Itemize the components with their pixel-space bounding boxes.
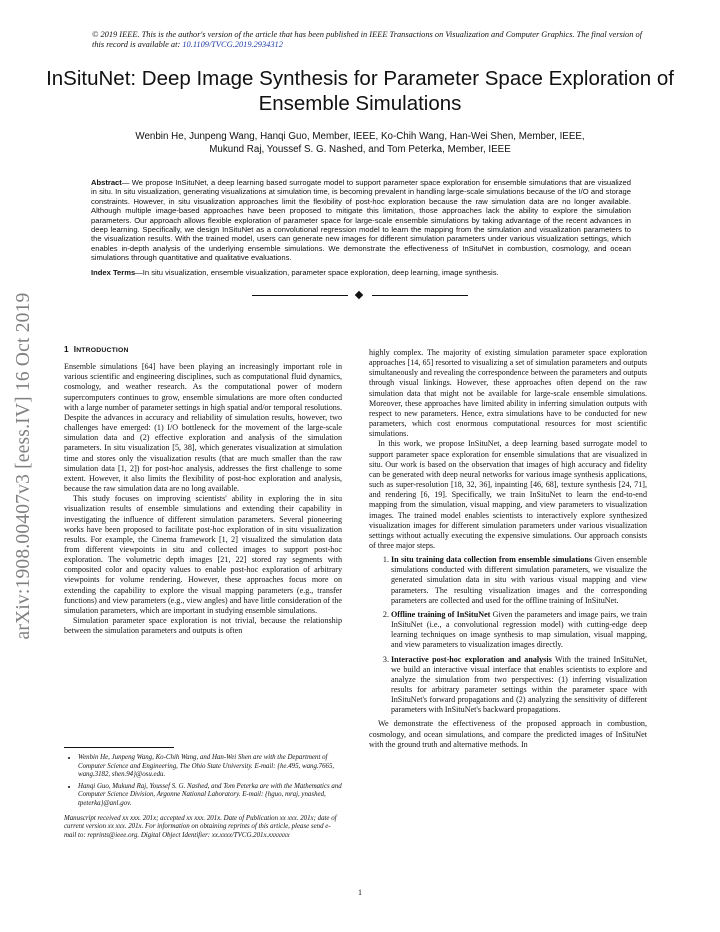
step-list [369,555,647,715]
paragraph-1: Ensemble simulations [64] have been playing an increasingly important role in various scientific and engineering disciplines, such as computational fluid dynamics, cosmology, and weather research. As the computational power of modern supercomputers continues to grow, ensemble simulations are more often conducted with a large number of parameter settings in high spatial and/or temporal resolutions. Despite the advances in accuracy and reliability of simulation results, however, two challenges have emerged: (1) I/O bottleneck for the movement of the large-scale simulation data and (2) effective exploration and analysis of the simulation parameters. In situ visualization [5, 38], which generates visualization at simulation time and stores only the visualization results (that are much smaller than the raw simulation data [1, 2]) for post-hoc analysis, addresses the first challenge to some extent. However, it also limits the flexibility of post-hoc exploration and analysis, because the raw simulation data are no long available. [64,362,342,494]
diamond-icon [355,291,363,299]
step-text: Given ensemble simulations conducted with different simulation parameters, we visualize the generated simulation data in situ with various visual mapping and view parameters. The resulting visualization images and the corresponding parameters are collected and used for the offline training of InSituNet. [391,555,647,605]
paragraph-5: In this work, we propose InSituNet, a deep learning based surrogate model to support parameter space exploration for ensemble simulations that are visualized in situ. Our work is based on the observation that images of high accuracy and fidelity can be generated with deep neural networks for various image synthesis applications, such as super-resolution [18, 32, 36], inpainting [46, 68], texture synthesis [24, 71], and rendering [6, 19]. Specifically, we train InSituNet to learn the end-to-end mapping from the simulation, visual mapping, and view parameters to visualization images. The trained model enables scientists to interactively explore synthesized visualization images for different simulation parameters under various visualization settings without actually executing the expensive simulations. Our approach consists of three major steps. [369,439,647,550]
arxiv-identifier: arXiv:1908.00407v3 [eess.IV] 16 Oct 2019 [13,292,34,640]
page-number: 1 [358,888,362,897]
paragraph-3: Simulation parameter space exploration is not trivial, because the relationship between the simulation parameters and outputs is often [64,616,342,636]
separator-line-right [372,295,468,296]
list-item [391,655,647,716]
section-title-initial: I [73,345,77,354]
section-title-rest: NTRODUCTION [76,347,129,354]
index-terms-label: Index Terms [91,268,136,277]
affiliation-list [64,754,342,809]
abstract-label: Abstract [91,178,122,187]
list-item: • Hanqi Guo, Mukund Raj, Youssef S. G. Nashed, and Tom Peterka are with the Mathematics and Computer Science Division, Argonne National Laboratory. E-mail: {hguo, mraj, ynashed, tpeterka}@anl.gov. [78,783,342,809]
index-terms [91,268,631,277]
section-separator [252,291,468,301]
manuscript-note: Manuscript received xx xxx. 201x; accepted xx xxx. 201x. Date of Publication xx xxx. 201x; date of current version xx xxx. 201x. For information on obtaining reprints of this article, please send e-mail to: reprints@ieee.org. Digital Object Identifier: xx.xxxx/TVCG.201x.xxxxxxx [64,814,337,839]
right-column [369,348,647,750]
step-title: Interactive post-hoc exploration and analysis [391,654,552,664]
paragraph-2: This study focuses on improving scientists' ability in exploring the in situ visualization results of ensemble simulations and extending their capability in investigating the influence of different simulation parameters. Several pioneering works have been proposed to facilitate post-hoc exploration of in situ visualization results. For example, the Cinema framework [1, 2] visualized the simulation data from different viewpoints in situ and collected images to support post-hoc exploration. The volumetric depth images [21, 22] stored ray segments with composited color and opacity values to enable post-hoc exploration of arbitrary viewpoints for volume rendering. However, these approaches focus more on extending the capability to explore the visual mapping parameters (e.g., transfer functions) and view parameters (e.g., view angles) and have little consideration of the simulation parameters, which are important in studying ensemble simulations. [64,494,342,615]
copyright-text: © 2019 IEEE. This is the author's version of the article that has been published in IEEE Transactions on Visualization and Computer Graphics. The final version of this record is available at: [92,30,643,50]
author-line-2: Mukund Raj, Youssef S. G. Nashed, and Tom Peterka, Member, IEEE [209,144,511,155]
arxiv-stamp [4,246,44,686]
paragraph-6: We demonstrate the effectiveness of the proposed approach in combustion, cosmology, and ocean simulations, and compare the predicted images of InSituNet with the ground truth and alternative methods. In [369,719,647,749]
index-terms-text: —In situ visualization, ensemble visualization, parameter space exploration, deep learning, image synthesis. [135,268,499,277]
author-line-1: Wenbin He, Junpeng Wang, Hanqi Guo, Member, IEEE, Ko-Chih Wang, Han-Wei Shen, Member, IEEE, [135,131,585,142]
section-number: 1 [64,345,69,354]
abstract [91,178,631,263]
list-item [391,555,647,606]
step-title: Offline training of InSituNet [391,609,491,619]
footnotes [64,747,342,840]
step-text: With the trained InSituNet, we build an interactive visual interface that enables scientists to explore and analyze the simulation from two perspectives: (1) inferring visualization results for arbitrary parameter settings within the parameter space with InSituNet's forward propagations and (2) analyzing the sensitivity of different parameters with InSituNet's backward propagations. [391,654,647,715]
author-list [60,130,660,156]
section-heading [64,345,342,356]
list-item: • Wenbin He, Junpeng Wang, Ko-Chih Wang, and Han-Wei Shen are with the Department of Computer Science and Engineering, The Ohio State University. E-mail: {he.495, wang.7665, wang.3182, shen.94}@osu.edu. [78,754,342,780]
paper-title: InSituNet: Deep Image Synthesis for Parameter Space Exploration of Ensemble Simulations [46,67,674,115]
separator-line-left [252,295,348,296]
copyright-notice [92,30,652,50]
step-text: Given the parameters and image pairs, we train InSituNet (i.e., a convolutional regression model) with cutting-edge deep learning techniques on image synthesis to map simulation, visual mapping, and view parameters to visualization images directly. [391,609,647,650]
doi-link[interactable]: 10.1109/TVCG.2019.2934312 [182,40,283,50]
list-item [391,610,647,651]
step-title: In situ training data collection from ensemble simulations [391,555,592,565]
left-column [64,345,342,636]
footnote-rule [64,747,174,748]
abstract-text: — We propose InSituNet, a deep learning based surrogate model to support parameter space exploration for ensemble simulations that are visualized in situ. In situ visualization, generating visualizations at simulation time, is becoming prevalent in handling large-scale simulations because of the I/O and storage constraints. However, in situ visualization approaches limit the flexibility of post-hoc exploration because the raw simulation data are no longer available. Although multiple image-based approaches have been proposed to mitigate this limitation, those approaches lack the ability to explore the simulation parameters. Our approach allows flexible exploration of parameter space for large-scale ensemble simulations by taking advantage of the recent advances in deep learning. Specifically, we design InSituNet as a convolutional regression model to learn the mapping from the simulation and visualization parameters to the visualization results. With the trained model, users can generate new images for different simulation parameters under various visualization settings, which enables in-depth analysis of the underlying ensemble simulations. We demonstrate the effectiveness of InSituNet in combustion, cosmology, and ocean simulations through quantitative and qualitative evaluations. [91,178,631,263]
paragraph-4: highly complex. The majority of existing simulation parameter space exploration approaches [14, 65] resorted to visualizing a set of simulation parameters and outputs simultaneously and revealing the correspondence between the parameters and outputs through visual linkings. However, these approaches often depend on the raw simulation data that might not be available for large-scale ensemble simulations. Moreover, these approaches have limited ability in inferring simulation outputs with respect to new parameters. Hence, extra simulations have to be conducted for new parameters, which cost enormous computational resources for most scientific simulations. [369,348,647,439]
